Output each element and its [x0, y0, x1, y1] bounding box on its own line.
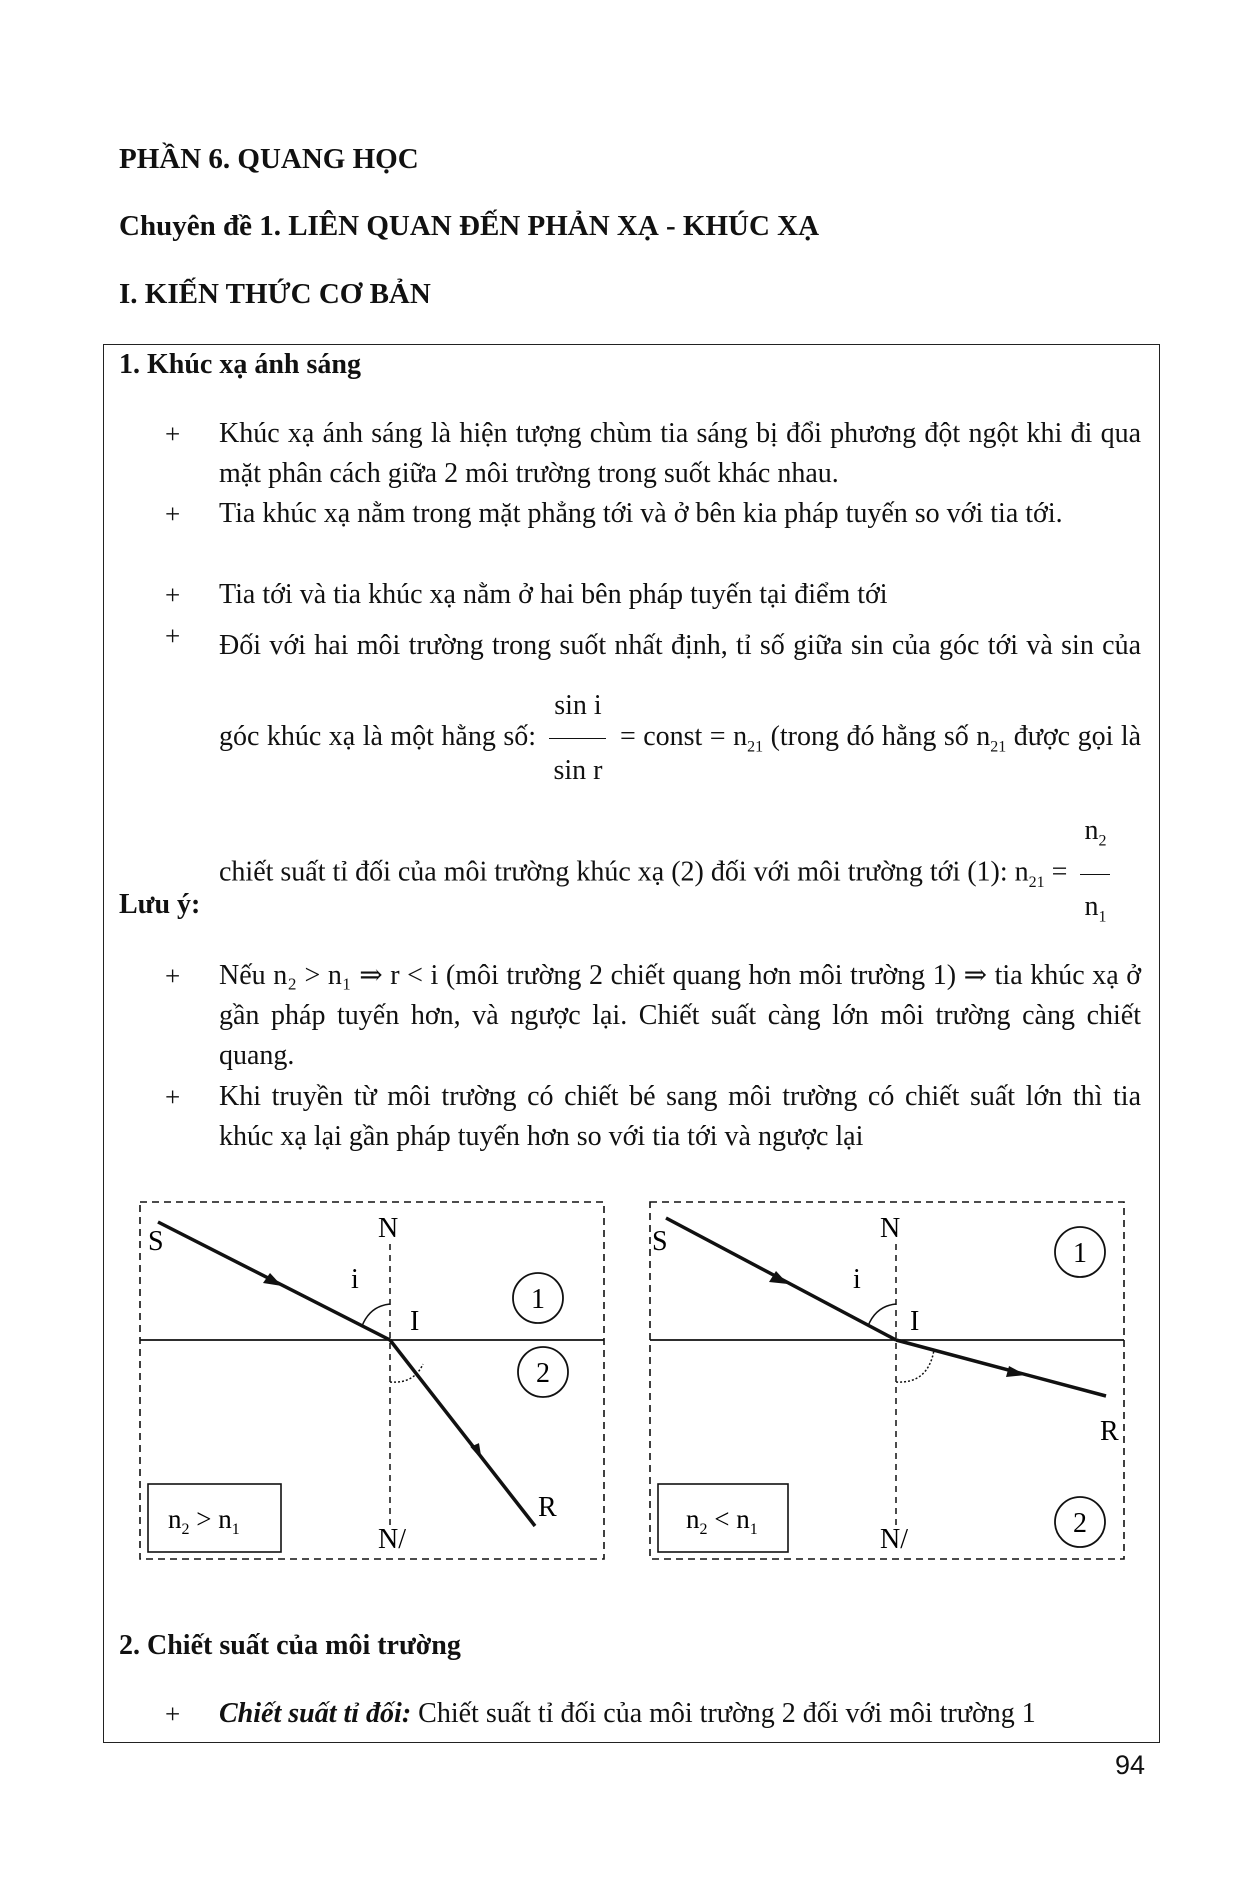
part-heading: PHẦN 6. QUANG HỌC: [119, 143, 419, 175]
note-transmission-rule: Khi truyền từ môi trường có chiết bé sang môi trường có chiết suất lớn thì tia khúc xạ lại gần pháp tuyến hơn so với tia tới và ngược lại: [219, 1081, 1141, 1152]
bullet-symbol: +: [165, 621, 181, 651]
bullet-symbol: +: [165, 499, 181, 529]
label-R: R: [1100, 1416, 1119, 1447]
refraction-definition: Khúc xạ ánh sáng là hiện tượng chùm tia sáng bị đổi phương đột ngột khi đi qua mặt phân cách giữa 2 môi trường trong suốt khác nhau.: [219, 418, 1141, 489]
label-i: i: [351, 1264, 359, 1295]
incidence-angle-arc: [362, 1304, 390, 1326]
bullet-symbol: +: [165, 1082, 181, 1112]
medium-2-label: 2: [536, 1358, 550, 1389]
bullet-symbol: +: [165, 419, 181, 449]
equals-sign: =: [1051, 856, 1068, 888]
refraction-angle-arc: [896, 1350, 934, 1382]
bullet-symbol: +: [165, 1699, 181, 1729]
section-heading: I. KIẾN THỨC CƠ BẢN: [119, 278, 431, 310]
n21-subscript: 21: [990, 738, 1007, 756]
fraction-denominator: [1080, 875, 1110, 948]
label-i: i: [853, 1264, 861, 1295]
fraction-numerator: [1080, 801, 1110, 875]
label-N: N: [880, 1213, 901, 1244]
label-N: N: [378, 1213, 399, 1244]
bullet-symbol: +: [165, 580, 181, 610]
n21-subscript: 21: [1028, 874, 1045, 892]
condition-label: $n_2 < n_1$: [686, 1504, 758, 1538]
refraction-diagram-n2-less: [648, 1200, 1128, 1565]
label-I: I: [410, 1306, 420, 1337]
refracted-ray: [390, 1340, 535, 1526]
snell-equation: = const = n: [619, 720, 748, 752]
page-number: 94: [1114, 1750, 1145, 1780]
relative-index-text: Chiết suất tỉ đối của môi trường 2 đối với môi trường 1: [411, 1698, 1036, 1729]
bullet-symbol: +: [165, 961, 181, 991]
n1-subscript: 1: [1098, 908, 1107, 926]
n-symbol: n: [976, 720, 991, 752]
label-S: S: [148, 1226, 164, 1257]
label-I: I: [910, 1306, 920, 1337]
snell-text-1: Đối với hai môi trường trong suốt nhất định, tỉ số giữa sin của góc tới và sin của góc khúc xạ là một hằng số:: [219, 630, 1141, 752]
n-symbol: n: [1084, 815, 1099, 846]
incidence-angle-arc: [868, 1304, 896, 1326]
label-R: R: [538, 1492, 557, 1523]
sin-ratio-fraction: [549, 676, 606, 801]
n-symbol: n: [1014, 856, 1029, 888]
normal-sides-rule: Tia tới và tia khúc xạ nằm ở hai bên pháp tuyến tại điểm tới: [219, 579, 888, 610]
note-refractive-rule: Nếu n₂ > n₁ ⇒ r < i (môi trường 2 chiết quang hơn môi trường 1) ⇒ tia khúc xạ ở gần pháp tuyến hơn, và ngược lại. Chiết suất càng lớn môi trường càng chiết quang.: [219, 960, 1141, 1071]
refraction-plane-rule: Tia khúc xạ nằm trong mặt phẳng tới và ở bên kia pháp tuyến so với tia tới.: [219, 498, 1063, 529]
relative-index-paragraph: [219, 1694, 1141, 1734]
section2-title: 2. Chiết suất của môi trường: [119, 1630, 461, 1661]
medium-1-label: 1: [1073, 1238, 1087, 1269]
relative-index-term: Chiết suất tỉ đối:: [219, 1698, 412, 1729]
n2-over-n1-fraction: [1080, 801, 1110, 947]
snell-text-2: (trong đó hằng số: [770, 720, 969, 752]
snell-law-paragraph: [219, 616, 1141, 947]
n2-subscript: 2: [1098, 832, 1107, 850]
refraction-diagram-n2-greater: [138, 1200, 608, 1565]
label-N-prime: N/: [378, 1524, 406, 1555]
medium-2-label: 2: [1073, 1508, 1087, 1539]
n-symbol: n: [1084, 890, 1099, 922]
condition-label: $n_2 > n_1$: [168, 1504, 240, 1538]
note-title: Lưu ý:: [119, 889, 201, 920]
refraction-angle-arc: [390, 1364, 423, 1382]
fraction-denominator: sin r: [553, 755, 603, 786]
fraction-numerator: sin i: [549, 676, 606, 739]
n21-subscript: 21: [747, 738, 764, 756]
snell-text-3: được gọi là chiết suất tỉ đối của môi trường khúc xạ (2) đối với môi trường tới (1):: [219, 720, 1142, 888]
medium-1-label: 1: [531, 1284, 545, 1315]
label-S: S: [652, 1226, 668, 1257]
topic-heading: Chuyên đề 1. LIÊN QUAN ĐẾN PHẢN XẠ - KHÚC XẠ: [119, 210, 820, 242]
section1-title: 1. Khúc xạ ánh sáng: [119, 349, 361, 380]
label-N-prime: N/: [880, 1524, 908, 1555]
